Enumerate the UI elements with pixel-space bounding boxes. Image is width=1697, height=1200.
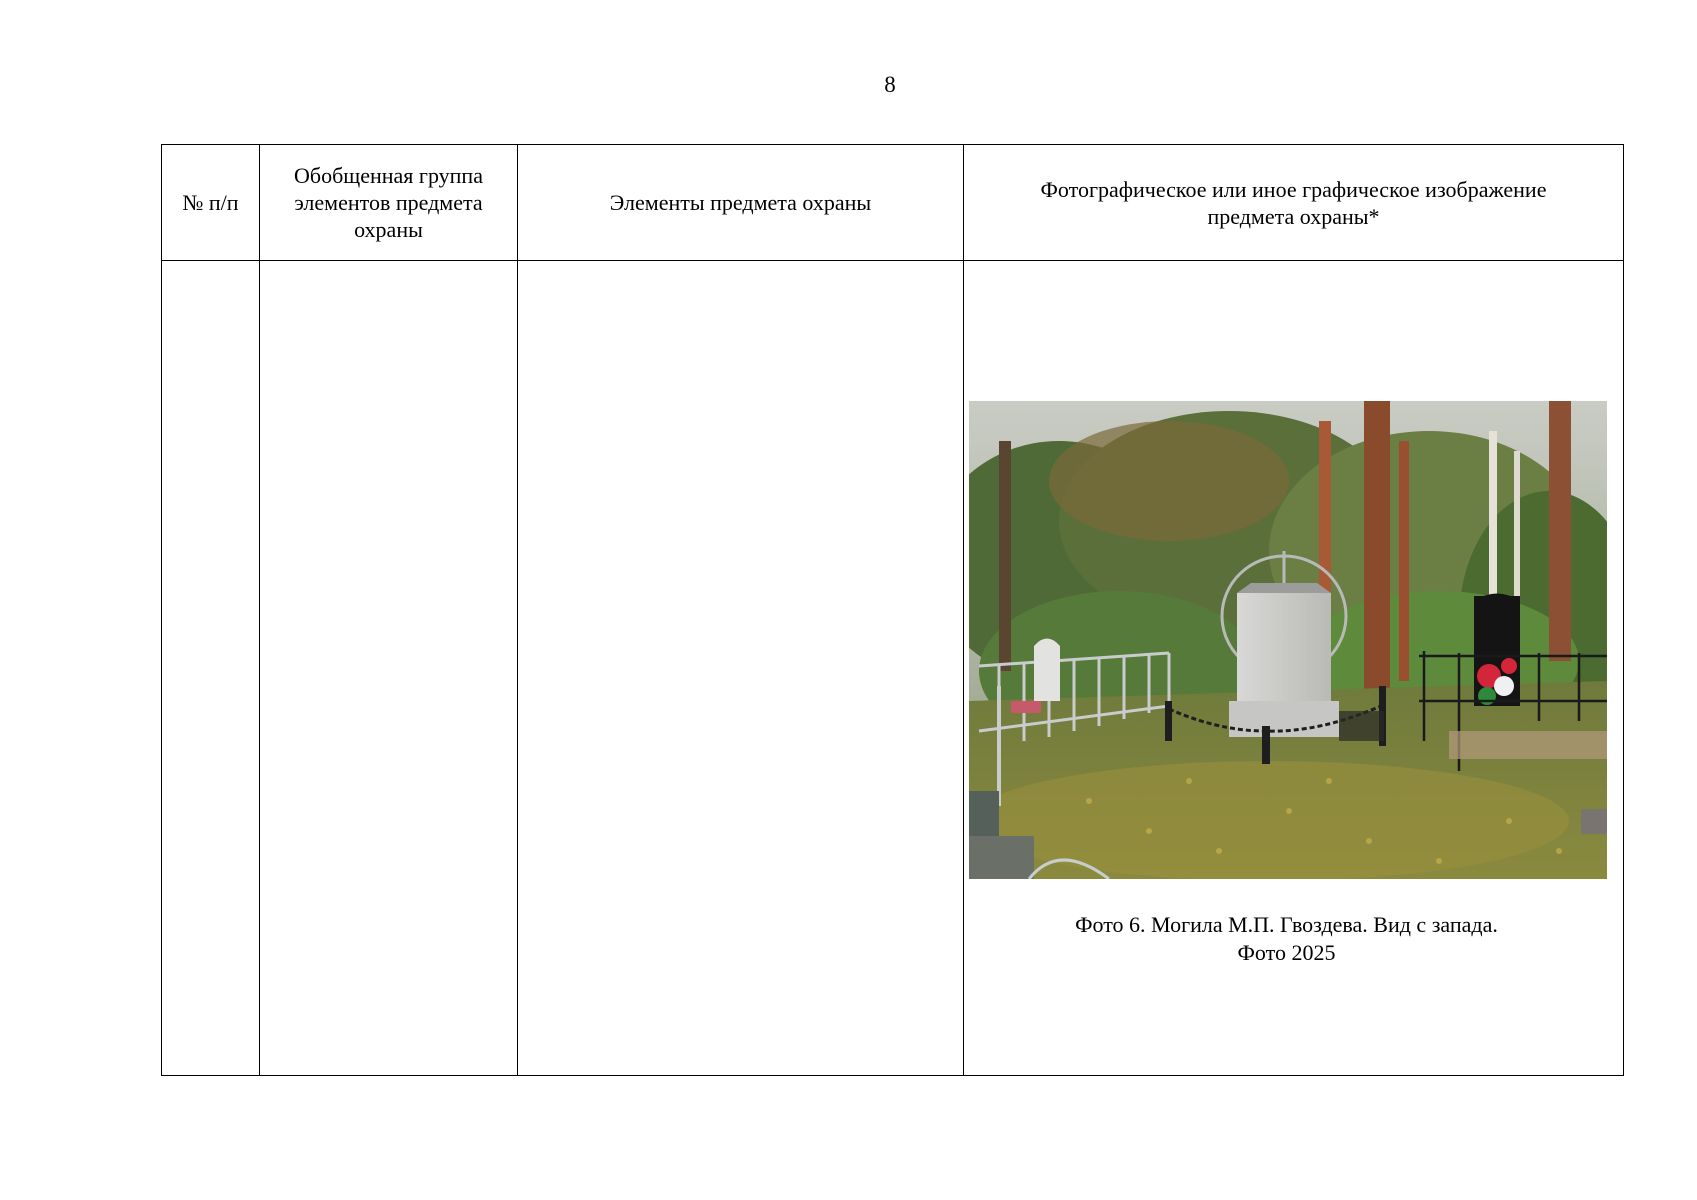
header-group-line3: охраны bbox=[354, 217, 423, 242]
cell-group bbox=[260, 261, 518, 1076]
header-number: № п/п bbox=[162, 145, 260, 261]
header-image bbox=[964, 145, 1624, 261]
cell-number bbox=[162, 261, 260, 1076]
header-image-line1: Фотографическое или иное графическое изображение bbox=[1040, 176, 1547, 202]
cell-photo bbox=[964, 261, 1624, 1076]
header-group bbox=[260, 145, 518, 261]
table-row bbox=[162, 261, 1624, 1076]
page-number: 8 bbox=[884, 72, 896, 97]
protection-table bbox=[161, 144, 1624, 1076]
table-header-row bbox=[162, 145, 1624, 261]
header-group-line1: Обобщенная группа bbox=[294, 163, 483, 188]
header-image-line2: предмета охраны* bbox=[1207, 203, 1380, 229]
photo-caption-line2: Фото 2025 bbox=[1237, 940, 1336, 965]
photo-caption bbox=[964, 911, 1609, 967]
photo-caption-line1: Фото 6. Могила М.П. Гвоздева. Вид с запада. bbox=[1075, 912, 1498, 937]
header-group-line2: элементов предмета bbox=[294, 190, 483, 215]
cell-elements bbox=[518, 261, 964, 1076]
grave-photo bbox=[969, 401, 1607, 879]
header-elements: Элементы предмета охраны bbox=[518, 145, 964, 261]
